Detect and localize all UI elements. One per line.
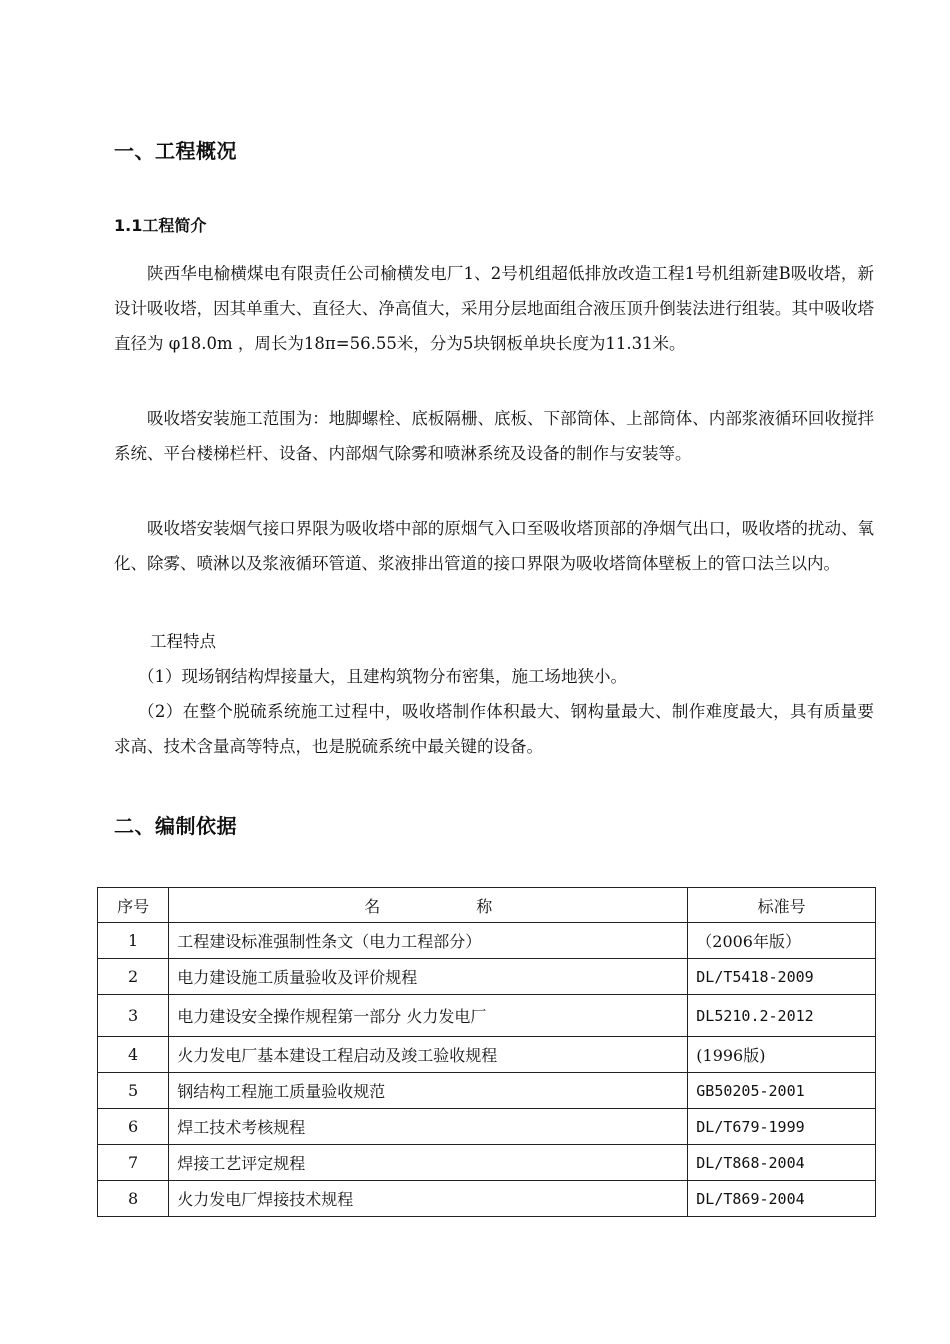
row-name: 电力建设施工质量验收及评价规程 — [169, 959, 688, 995]
feature-item-2: （2）在整个脱硫系统施工过程中，吸收塔制作体积最大、钢构量最大、制作难度最大，具有质量要求高、技术含量高等特点，也是脱硫系统中最关键的设备。 — [114, 702, 874, 756]
row-no: 4 — [98, 1037, 169, 1073]
row-standard-no: DL5210.2-2012 — [688, 995, 876, 1037]
row-name: 钢结构工程施工质量验收规范 — [169, 1073, 688, 1109]
row-no: 1 — [98, 923, 169, 959]
table-header-row — [98, 888, 876, 923]
header-name-part-a: 名 — [364, 896, 381, 916]
table-row — [98, 959, 876, 995]
row-standard-no: (1996版) — [688, 1037, 876, 1073]
row-name: 火力发电厂焊接技术规程 — [169, 1181, 688, 1217]
row-standard-no: GB50205-2001 — [688, 1073, 876, 1109]
paragraph-overview: 陕西华电榆横煤电有限责任公司榆横发电厂1、2号机组超低排放改造工程1号机组新建B吸收塔，新设计吸收塔，因其单重大、直径大、净高值大，采用分层地面组合液压顶升倒装法进行组装。其中吸收塔直径为 φ18.0m ，周长为18π=56.55米，分为5块钢板单块长度为11.31米。 — [114, 264, 874, 353]
table-row — [98, 923, 876, 959]
paragraph-scope: 吸收塔安装施工范围为：地脚螺栓、底板隔栅、底板、下部筒体、上部筒体、内部浆液循环回收搅拌系统、平台楼梯栏杆、设备、内部烟气除雾和喷淋系统及设备的制作与安装等。 — [114, 409, 874, 463]
paragraph-interface: 吸收塔安装烟气接口界限为吸收塔中部的原烟气入口至吸收塔顶部的净烟气出口，吸收塔的扰动、氧化、除雾、喷淋以及浆液循环管道、浆液排出管道的接口界限为吸收塔筒体壁板上的管口法兰以内。 — [114, 519, 874, 573]
row-no: 6 — [98, 1109, 169, 1145]
table-row — [98, 1181, 876, 1217]
section-1-heading: 一、工程概况 — [114, 139, 237, 163]
row-no: 3 — [98, 995, 169, 1037]
row-name: 焊工技术考核规程 — [169, 1109, 688, 1145]
table-row — [98, 1073, 876, 1109]
row-standard-no: DL/T868-2004 — [688, 1145, 876, 1181]
features-heading: 工程特点 — [150, 632, 216, 651]
table-row — [98, 1109, 876, 1145]
row-no: 7 — [98, 1145, 169, 1181]
row-standard-no: DL/T869-2004 — [688, 1181, 876, 1217]
section-2-heading: 二、编制依据 — [114, 814, 237, 838]
row-standard-no: DL/T679-1999 — [688, 1109, 876, 1145]
row-name: 火力发电厂基本建设工程启动及竣工验收规程 — [169, 1037, 688, 1073]
row-name: 电力建设安全操作规程第一部分 火力发电厂 — [169, 995, 688, 1037]
standards-table — [97, 887, 876, 1217]
row-standard-no: DL/T5418-2009 — [688, 959, 876, 995]
row-standard-no: （2006年版） — [688, 923, 876, 959]
row-name: 工程建设标准强制性条文（电力工程部分） — [169, 923, 688, 959]
table-row — [98, 1037, 876, 1073]
feature-item-1: （1）现场钢结构焊接量大，且建构筑物分布密集，施工场地狭小。 — [138, 667, 627, 686]
table-row — [98, 1145, 876, 1181]
header-standard-no: 标准号 — [688, 888, 876, 923]
row-no: 2 — [98, 959, 169, 995]
header-no: 序号 — [98, 888, 169, 923]
table-row — [98, 995, 876, 1037]
row-name: 焊接工艺评定规程 — [169, 1145, 688, 1181]
row-no: 5 — [98, 1073, 169, 1109]
subsection-1-1-heading: 1.1工程简介 — [114, 216, 207, 235]
row-no: 8 — [98, 1181, 169, 1217]
header-name-part-b: 称 — [476, 896, 493, 916]
header-name — [169, 888, 688, 923]
